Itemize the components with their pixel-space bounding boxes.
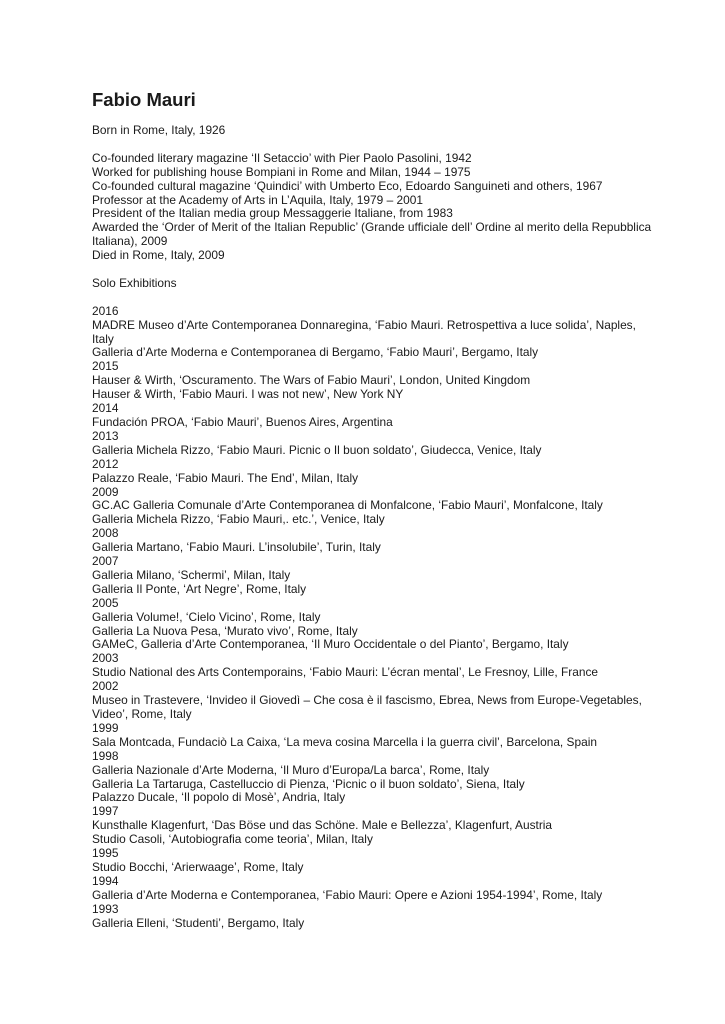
- spacer: [92, 291, 652, 305]
- exhibition-entry: Palazzo Ducale, ‘Il popolo di Mosè’, Andria, Italy: [92, 790, 346, 805]
- exhibition-entry: Studio National des Arts Contemporains, ‘Fabio Mauri: L’écran mental’, Le Fresnoy, Lille, France: [92, 665, 599, 680]
- exhibition-entry: Palazzo Reale, ‘Fabio Mauri. The End’, Milan, Italy: [92, 470, 359, 485]
- bio-fact: President of the Italian media group Messaggerie Italiane, from 1983: [92, 206, 453, 221]
- exhibition-entry: Galleria d’Arte Moderna e Contemporanea di Bergamo, ‘Fabio Mauri’, Bergamo, Italy: [92, 345, 539, 360]
- year-label: 1997: [92, 804, 119, 819]
- solo-exhibitions-heading: Solo Exhibitions: [92, 275, 177, 290]
- exhibition-entry: Fundación PROA, ‘Fabio Mauri’, Buenos Aires, Argentina: [92, 414, 393, 429]
- bio-fact: Co-founded cultural magazine ‘Quindici’ with Umberto Eco, Edoardo Sanguineti and others, 1967: [92, 178, 603, 193]
- exhibition-entry: MADRE Museo d’Arte Contemporanea Donnaregina, ‘Fabio Mauri. Retrospettiva a luce solida’, Naples, Italy: [92, 317, 636, 346]
- year-label: 1993: [92, 901, 119, 916]
- exhibition-entry: Galleria d’Arte Moderna e Contemporanea, ‘Fabio Mauri: Opere e Azioni 1954-1994’, Rome, Italy: [92, 887, 603, 902]
- year-label: 2014: [92, 401, 119, 416]
- exhibition-entry: Hauser & Wirth, ‘Fabio Mauri. I was not new’, New York NY: [92, 387, 404, 402]
- year-label: 2008: [92, 526, 119, 541]
- exhibition-entry: GAMeC, Galleria d’Arte Contemporanea, ‘Il Muro Occidentale o del Pianto’, Bergamo, Italy: [92, 637, 569, 652]
- exhibition-entry: Studio Casoli, ‘Autobiografia come teoria’, Milan, Italy: [92, 832, 373, 847]
- year-label: 2013: [92, 428, 119, 443]
- exhibition-entry: Galleria Milano, ‘Schermi’, Milan, Italy: [92, 567, 291, 582]
- exhibition-entry: Galleria Michela Rizzo, ‘Fabio Mauri. Picnic o Il buon soldato’, Giudecca, Venice, Italy: [92, 442, 542, 457]
- exhibition-entry: Galleria La Tartaruga, Castelluccio di Pienza, ‘Picnic o il buon soldato’, Siena, Italy: [92, 776, 525, 791]
- exhibition-entry: GC.AC Galleria Comunale d’Arte Contemporanea di Monfalcone, ‘Fabio Mauri’, Monfalcone, Italy: [92, 498, 603, 513]
- exhibition-entry: Galleria Nazionale d’Arte Moderna, ‘Il Muro d’Europa/La barca’, Rome, Italy: [92, 762, 490, 777]
- exhibition-entry: Galleria La Nuova Pesa, ‘Murato vivo’, Rome, Italy: [92, 623, 358, 638]
- year-label: 1999: [92, 720, 119, 735]
- year-label: 2002: [92, 679, 119, 694]
- exhibition-entry: Galleria Elleni, ‘Studenti’, Bergamo, Italy: [92, 915, 305, 930]
- year-label: 2007: [92, 554, 119, 569]
- bio-facts: [92, 152, 652, 263]
- year-label: 2009: [92, 484, 119, 499]
- spacer: [92, 263, 652, 277]
- bio-fact: Professor at the Academy of Arts in L’Aquila, Italy, 1979 – 2001: [92, 192, 423, 207]
- year-label: 1994: [92, 873, 119, 888]
- exhibition-entry: Sala Montcada, Fundaciò La Caixa, ‘La meva cosina Marcella i la guerra civil’, Barcelona, Spain: [92, 734, 597, 749]
- year-label: 1995: [92, 846, 119, 861]
- year-label: 2016: [92, 303, 119, 318]
- year-label: 2003: [92, 651, 119, 666]
- bio-fact: Worked for publishing house Bompiani in Rome and Milan, 1944 – 1975: [92, 164, 471, 179]
- bio-fact: Awarded the ‘Order of Merit of the Italian Republic’ (Grande ufficiale dell’ Ordine al merito della Repubblica Italiana), 2009: [92, 220, 652, 249]
- year-label: 2012: [92, 456, 119, 471]
- exhibition-entry: Galleria Il Ponte, ‘Art Negre’, Rome, Italy: [92, 581, 307, 596]
- page-title: Fabio Mauri: [92, 89, 196, 110]
- exhibition-entry: Galleria Michela Rizzo, ‘Fabio Mauri,. etc.’, Venice, Italy: [92, 512, 385, 527]
- exhibition-entry: Galleria Martano, ‘Fabio Mauri. L’insolubile’, Turin, Italy: [92, 540, 381, 555]
- year-label: 2015: [92, 359, 119, 374]
- document-page: [92, 88, 652, 931]
- year-label: 2005: [92, 595, 119, 610]
- spacer: [92, 138, 652, 152]
- exhibition-entry: Museo in Trastevere, ‘Invideo il Giovedì – Che cosa è il fascismo, Ebrea, News from Europe-Vegetables, Video’, Rome, Italy: [92, 693, 642, 722]
- exhibition-entry: Studio Bocchi, ‘Arierwaage’, Rome, Italy: [92, 859, 304, 874]
- bio-fact: Died in Rome, Italy, 2009: [92, 248, 225, 263]
- exhibition-entry: Hauser & Wirth, ‘Oscuramento. The Wars of Fabio Mauri’, London, United Kingdom: [92, 373, 531, 388]
- year-label: 1998: [92, 748, 119, 763]
- exhibition-entry: Galleria Volume!, ‘Cielo Vicino’, Rome, Italy: [92, 609, 321, 624]
- birth-line: Born in Rome, Italy, 1926: [92, 123, 226, 137]
- bio-fact: Co-founded literary magazine ‘Il Setaccio’ with Pier Paolo Pasolini, 1942: [92, 150, 472, 165]
- exhibition-list: [92, 305, 652, 931]
- exhibition-entry: Kunsthalle Klagenfurt, ‘Das Böse und das Schöne. Male e Bellezza’, Klagenfurt, Austria: [92, 818, 553, 833]
